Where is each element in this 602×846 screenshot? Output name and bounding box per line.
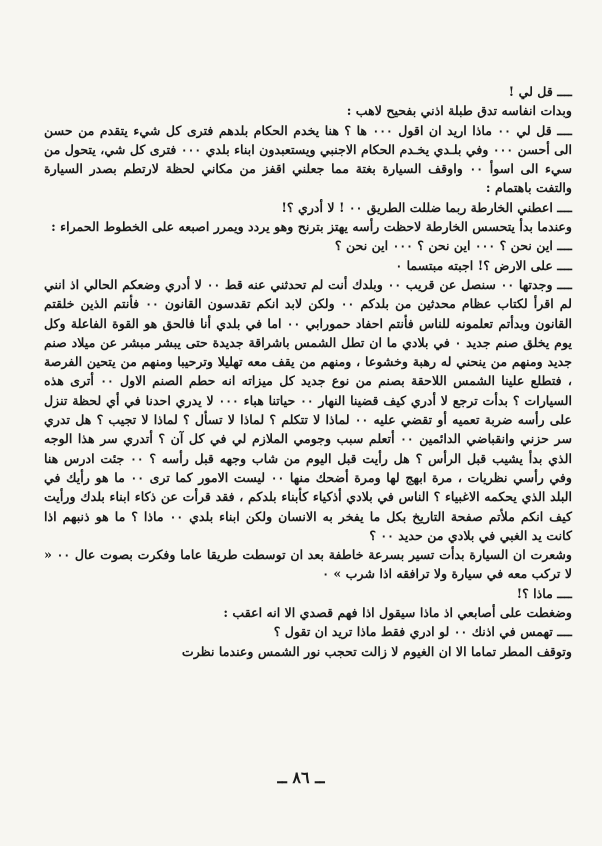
paragraph: وضغطت على أصابعي اذ ماذا سيقول اذا فهم قصدي الا انه اعقب : xyxy=(223,605,572,621)
paragraph: ــــ تهمس في اذنك ٠٠ لو ادري فقط ماذا تريد ان تقول ؟ xyxy=(273,624,572,640)
body-text xyxy=(44,82,572,661)
paragraph: ــــ اين نحن ؟ ٠٠٠ اين نحن ؟ ٠٠٠ اين نحن ؟ xyxy=(334,238,572,254)
page-number: ــ ٨٦ ــ xyxy=(277,768,325,787)
paragraph: ــــ وجدتها ٠٠ سنصل عن قريب ٠٠ وبلدك أنت لم تحدثني عنه قط ٠٠ لا أدري وضعكم الحالي اذ انني لم اقرأ لكتاب عظام محدثين من بلدكم ٠٠ ولكن لابد انكم تقدسون القانون ٠٠ فأنتم الذين خلقتم القانون وبدأتم تعلمونه للناس فأنتم احفاد حمورابي ٠٠ اما في بلدي أنا فالحق هو القوة الفاعلة وكل يوم يخلق صنم جديد ٠ في بلادي ما ان تطل الشمس باشراقة جديدة حتى يبشر مبشر عن ميلاد صنم جديد ومنهم من ينحني له رهبة وخشوعا ، ومنهم من يقف معه تهليلا وترحيبا ومنهم من يتحين الفرصة ، فتطلع علينا الشمس اللاحقة بصنم من نوع جديد كل ميزاته انه حطم الصنم الاول ٠٠ أترى هذه السيارات ؟ بدأت ترجع لا أدري كيف قضينا النهار ٠٠ حياتنا هباء ٠٠٠ لا يدري احدنا في أي لحظة تنزل على رأسه ضربة تعميه أو تقضي عليه ٠٠ لماذا لا تتكلم ؟ لماذا لا تسأل ؟ لماذا لا تجيب ؟ هل تدري سر حزني وانقباضي الدائمين ٠٠ أتعلم سبب وجومي الملازم لي في كل آن ؟ أتدري سر هذا الوجه الذي بدأ يشيب قبل الرأس ؟ هل رأيت قبل اليوم من شاب وجهه قبل رأسه ؟ ٠٠ جئت ادرس هنا وفي رأسي نظريات ، مرة ابهج لها ومرة أضحك منها ٠٠ ليست الامور كما ترى ٠٠ ما هو رأيك في البلد الذي يحكمه الاغبياء ؟ الناس في بلادي أذكياء كأبناء بلدكم ، فقد قرأت عن ذكاء ابناء بلدك ورأيت كيف انكم ملأتم صفحة التاريخ بكل ما يفخر به الانسان ولكن ابناء بلدي ٠٠ ماذا ؟ ما هو ذنبهم اذا كانت يد الغبي في بلادي من حديد ٠٠ ؟ xyxy=(44,276,572,543)
paragraph: وتوقف المطر تماما الا ان الغيوم لا زالت تحجب نور الشمس وعندما نظرت xyxy=(181,643,572,659)
paragraph: ــــ ماذا ؟! xyxy=(516,585,572,601)
paragraph: ــــ على الارض ؟! اجبته مبتسما ٠ xyxy=(395,257,572,273)
paragraph: ــــ قل لي ! xyxy=(508,84,572,99)
paragraph: ــــ اعطني الخارطة ربما ضللت الطريق ٠٠ ! لا أدري ؟! xyxy=(281,199,572,215)
paragraph: وبدات انفاسه تدق طبلة اذني بفحيح لاهب : xyxy=(346,103,572,119)
paragraph: وعندما بدأ يتحسس الخارطة لاحظت رأسه يهتز بترنح وهو يردد ويمرر اصبعه على الخطوط الحمراء : xyxy=(51,219,572,235)
paragraph: وشعرت ان السيارة بدأت تسير بسرعة خاطفة بعد ان توسطت طريقا عاما وفكرت بصوت عال ٠٠ « لا تركب معه في سيارة ولا ترافقه اذا شرب » ٠ xyxy=(44,547,572,582)
paragraph: ــــ قل لي ٠٠ ماذا اريد ان اقول ٠٠٠ ها ؟ هنا يخدم الحكام بلدهم فترى كل شيء يتقدم من حسن الى أحسن ٠٠٠ وفي بلـدي يخـدم الحكام الاجنبي ويستعبدون ابناء بلدي ٠٠٠ فترى كل شي، يتحول من سيء الى اسوأ ٠٠ واوقف السيارة بغتة مما جعلني اقفز من مكاني لحظة لارتطم بصدر السيارة والتفت باهتمام : xyxy=(44,122,573,196)
